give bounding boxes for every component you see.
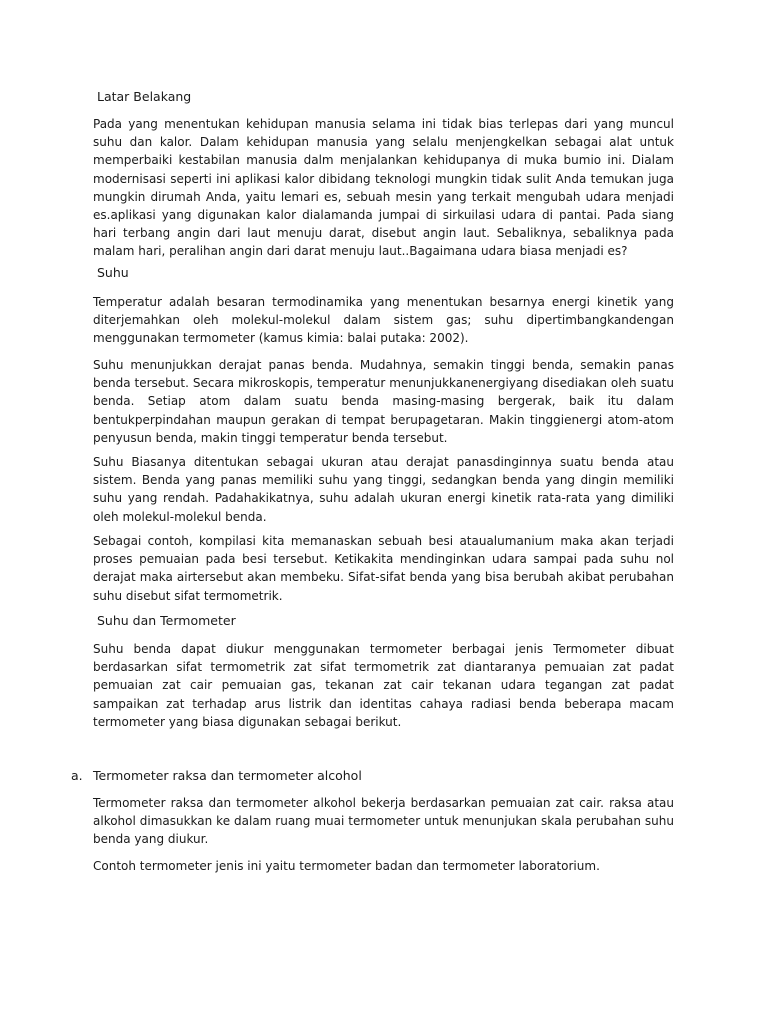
heading-suhu-dan-termometer: Suhu dan Termometer: [97, 613, 236, 628]
heading-latar-belakang: Latar Belakang: [97, 89, 192, 104]
paragraph-termometer-raksa-1: Termometer raksa dan termometer alkohol bekerja berdasarkan pemuaian zat cair. raksa atau alkohol dimasukkan ke dalam ruang muai termometer untuk menunjukan skala perubahan suhu benda yang diukur.: [93, 796, 674, 847]
paragraph-suhu-termometer-1: Suhu benda dapat diukur menggunakan termometer berbagai jenis Termometer dibuat berdasarkan sifat termometrik zat sifat termometrik zat diantaranya pemuaian zat padat pemuaian zat cair pemuaian gas, tekanan zat cair tekanan udara tegangan zat padat sampaikan zat terhadap arus listrik dan identitas cahaya radiasi benda beberapa macam termometer yang biasa digunakan sebagai berikut.: [93, 642, 674, 729]
paragraph-suhu-1: Temperatur adalah besaran termodinamika yang menentukan besarnya energi kinetik yang diterjemahkan oleh molekul-molekul dalam sistem gas; suhu dipertimbangkandengan menggunakan termometer (kamus kimia: balai putaka: 2002).: [93, 295, 674, 346]
list-marker-a: a.: [71, 768, 83, 783]
paragraph-suhu-2: Suhu menunjukkan derajat panas benda. Mudahnya, semakin tinggi benda, semakin panas benda tersebut. Secara mikroskopis, temperatur menunjukkanenergiyang disediakan oleh suatu benda. Setiap atom dalam suatu benda masing-masing bergerak, baik itu dalam bentukperpindahan maupun gerakan di tempat berupagetaran. Makin tinggienergi atom-atom penyusun benda, makin tinggi temperatur benda tersebut.: [93, 358, 674, 445]
paragraph-suhu-3: Suhu Biasanya ditentukan sebagai ukuran atau derajat panasdinginnya suatu benda atau sistem. Benda yang panas memiliki suhu yang tinggi, sedangkan benda yang dingin memiliki suhu yang rendah. Padahakikatnya, suhu adalah ukuran energi kinetik rata-rata yang dimiliki oleh molekul-molekul benda.: [93, 455, 674, 524]
heading-suhu: Suhu: [97, 265, 129, 280]
paragraph-suhu-4: Sebagai contoh, kompilasi kita memanaskan sebuah besi ataualumanium maka akan terjadi proses pemuaian pada besi tersebut. Ketikakita mendinginkan udara sampai pada suhu nol derajat maka airtersebut akan membeku. Sifat-sifat benda yang bisa berubah akibat perubahan suhu disebut sifat termometrik.: [93, 534, 674, 603]
paragraph-latar-belakang-1: Pada yang menentukan kehidupan manusia selama ini tidak bias terlepas dari yang muncul suhu dan kalor. Dalam kehidupan manusia yang selalu menjengkelkan sebagai alat untuk memperbaiki kestabilan manusia dalm menjalankan kehidupanya di muka bumio ini. Dialam modernisasi seperti ini aplikasi kalor dibidang teknologi mungkin tidak sulit Anda temukan juga mungkin dirumah Anda, yaitu lemari es, sebuah mesin yang terkait mengubah udara menjadi es.aplikasi yang digunakan kalor dialamanda jumpai di sirkuilasi udara di pantai. Pada siang hari terbang angin dari laut menuju darat, disebut angin laut. Sebaliknya, sebaliknya pada malam hari, peralihan angin dari darat menuju laut..Bagaimana udara biasa menjadi es?: [93, 117, 674, 259]
heading-termometer-raksa: Termometer raksa dan termometer alcohol: [93, 768, 362, 783]
paragraph-termometer-raksa-2: Contoh termometer jenis ini yaitu termometer badan dan termometer laboratorium.: [93, 859, 600, 873]
